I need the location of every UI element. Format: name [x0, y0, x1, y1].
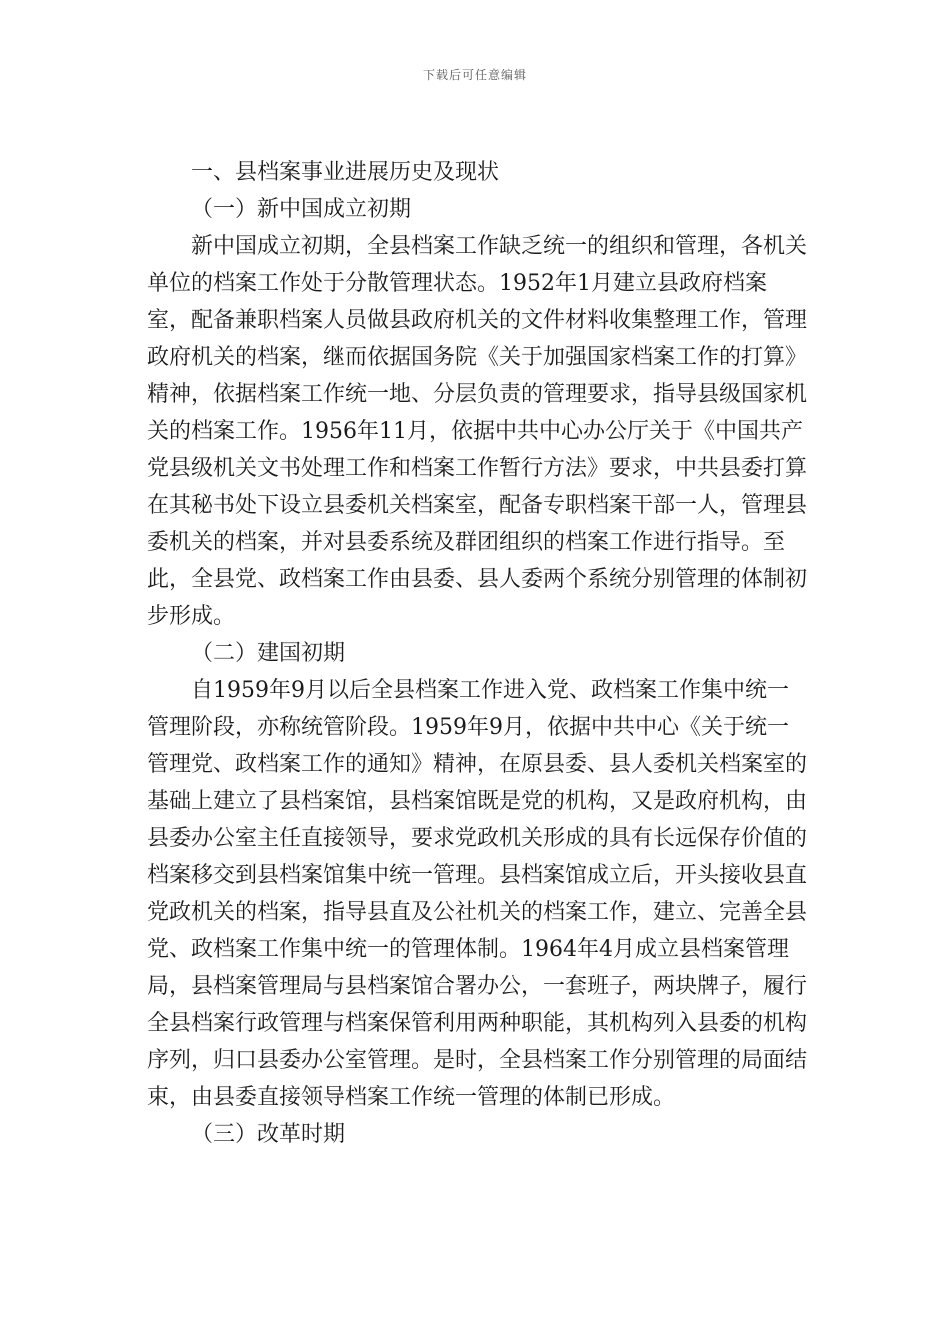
- section-heading-2: （二）建国初期: [191, 641, 346, 666]
- section-paragraph-2: 自1959年9月以后全县档案工作进入党、政档案工作集中统一管理阶段，亦称统管阶段。1959年9月，依据中共中心《关于统一管理党、政档案工作的通知》精神，在原县委、县人委机关档案室的基础上建立了县档案馆，县档案馆既是党的机构，又是政府机构，由县委办公室主任直接领导，要求党政机关形成的具有长远保存价值的档案移交到县档案馆集中统一管理。县档案馆成立后，开头接收县直党政机关的档案，指导县直及公社机关的档案工作，建立、完善全县党、政档案工作集中统一的管理体制。1964年4月成立县档案管理局，县档案管理局与县档案馆合署办公，一套班子，两块牌子，履行全县档案行政管理与档案保管利用两种职能，其机构列入县委的机构序列，归口县委办公室管理。是时，全县档案工作分别管理的局面结束，由县委直接领导档案工作统一管理的体制已形成。: [147, 678, 808, 1110]
- section-heading-1: （一）新中国成立初期: [191, 197, 412, 222]
- page-header-note: 下载后可任意编辑: [422, 68, 527, 82]
- section-paragraph-1: 新中国成立初期，全县档案工作缺乏统一的组织和管理，各机关单位的档案工作处于分散管理状态。1952年1月建立县政府档案室，配备兼职档案人员做县政府机关的文件材料收集整理工作，管理政府机关的档案，继而依据国务院《关于加强国家档案工作的打算》精神，依据档案工作统一地、分层负责的管理要求，指导县级国家机关的档案工作。1956年11月，依据中共中心办公厅关于《中国共产党县级机关文书处理工作和档案工作暂行方法》要求，中共县委打算在其秘书处下设立县委机关档案室，配备专职档案干部一人，管理县委机关的档案，并对县委系统及群团组织的档案工作进行指导。至此，全县党、政档案工作由县委、县人委两个系统分别管理的体制初步形成。: [147, 234, 808, 629]
- document-title: 一、县档案事业进展历史及现状: [191, 160, 500, 185]
- section-heading-3: （三）改革时期: [191, 1122, 346, 1147]
- document-body: [147, 154, 807, 1153]
